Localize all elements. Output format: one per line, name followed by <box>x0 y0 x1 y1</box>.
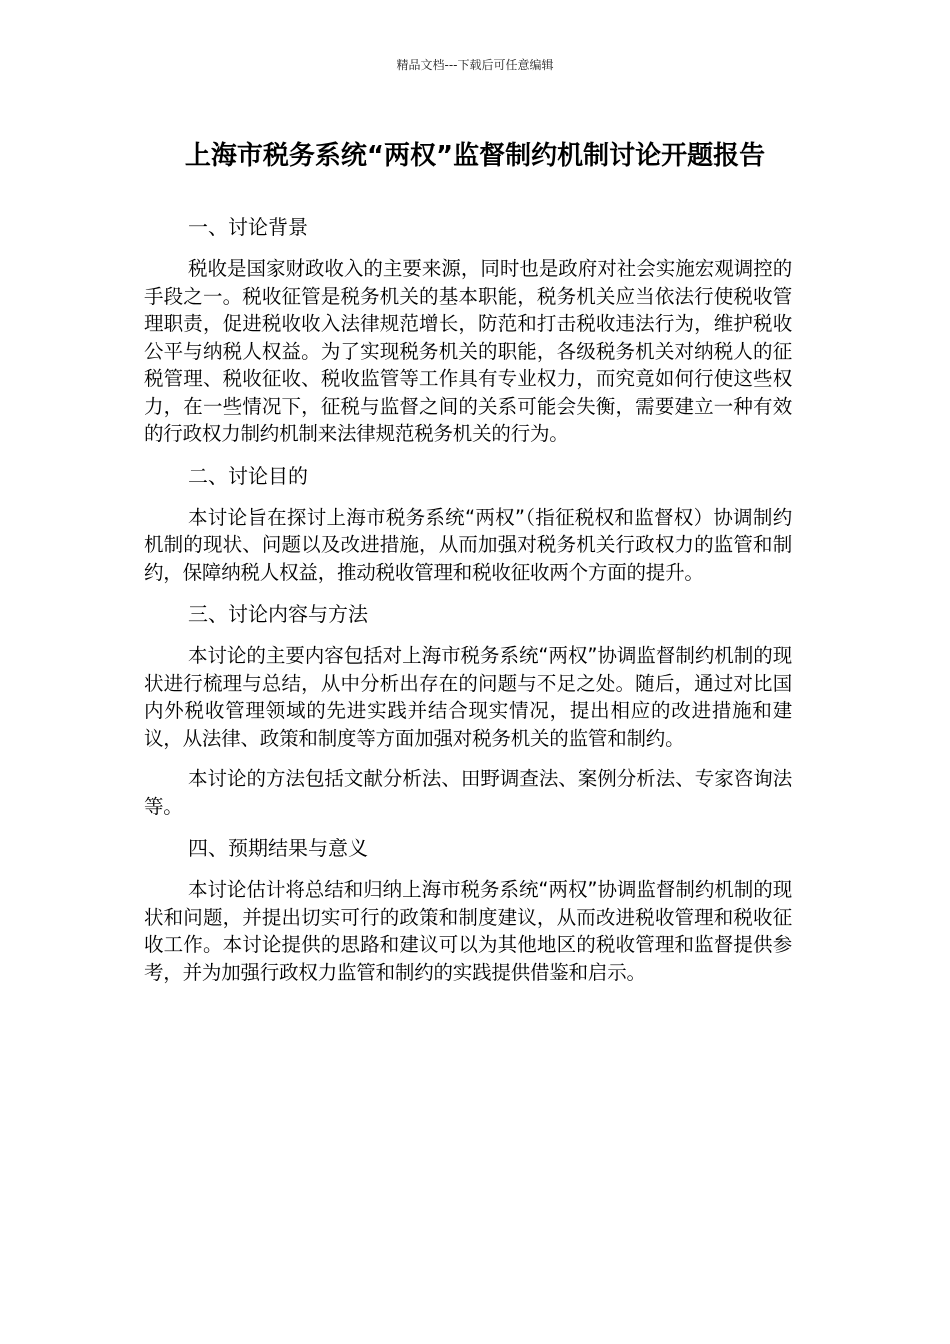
paragraph: 税收是国家财政收入的主要来源，同时也是政府对社会实施宏观调控的手段之一。税收征管是税务机关的基本职能，税务机关应当依法行使税收管理职责，促进税收收入法律规范增长，防范和打击税收违法行为，维护税收公平与纳税人权益。为了实现税务机关的职能，各级税务机关对纳税人的征税管理、税收征收、税收监管等工作具有专业权力，而究竟如何行使这些权力，在一些情况下，征税与监督之间的关系可能会失衡，需要建立一种有效的行政权力制约机制来法律规范税务机关的行为。 <box>144 257 792 445</box>
paragraph: 本讨论估计将总结和归纳上海市税务系统“两权”协调监督制约机制的现状和问题，并提出切实可行的政策和制度建议，从而改进税收管理和税收征收工作。本讨论提供的思路和建议可以为其他地区的税收管理和监督提供参考，并为加强行政权力监管和制约的实践提供借鉴和启示。 <box>144 878 792 984</box>
section-heading: 四、预期结果与意义 <box>188 836 368 860</box>
section-heading: 二、讨论目的 <box>188 463 308 488</box>
document-body <box>144 212 792 999</box>
section-expected-results <box>144 833 792 986</box>
paragraph: 本讨论的方法包括文献分析法、田野调查法、案例分析法、专家咨询法等。 <box>144 767 792 818</box>
section-background <box>144 212 792 448</box>
section-content-method <box>144 599 792 820</box>
section-purpose <box>144 461 792 587</box>
paragraph: 本讨论的主要内容包括对上海市税务系统“两权”协调监督制约机制的现状进行梳理与总结，从中分析出存在的问题与不足之处。随后，通过对比国内外税收管理领域的先进实践并结合现实情况，提出相应的改进措施和建议，从法律、政策和制度等方面加强对税务机关的监管和制约。 <box>144 644 792 750</box>
header-note: 精品文档---下载后可任意编辑 <box>396 58 554 72</box>
section-heading: 一、讨论背景 <box>188 215 308 239</box>
section-heading: 三、讨论内容与方法 <box>188 602 368 626</box>
document-title: 上海市税务系统“两权”监督制约机制讨论开题报告 <box>184 141 766 171</box>
paragraph: 本讨论旨在探讨上海市税务系统“两权”（指征税权和监督权）协调制约机制的现状、问题以及改进措施，从而加强对税务机关行政权力的监管和制约，保障纳税人权益，推动税收管理和税收征收两个方面的提升。 <box>144 505 792 584</box>
